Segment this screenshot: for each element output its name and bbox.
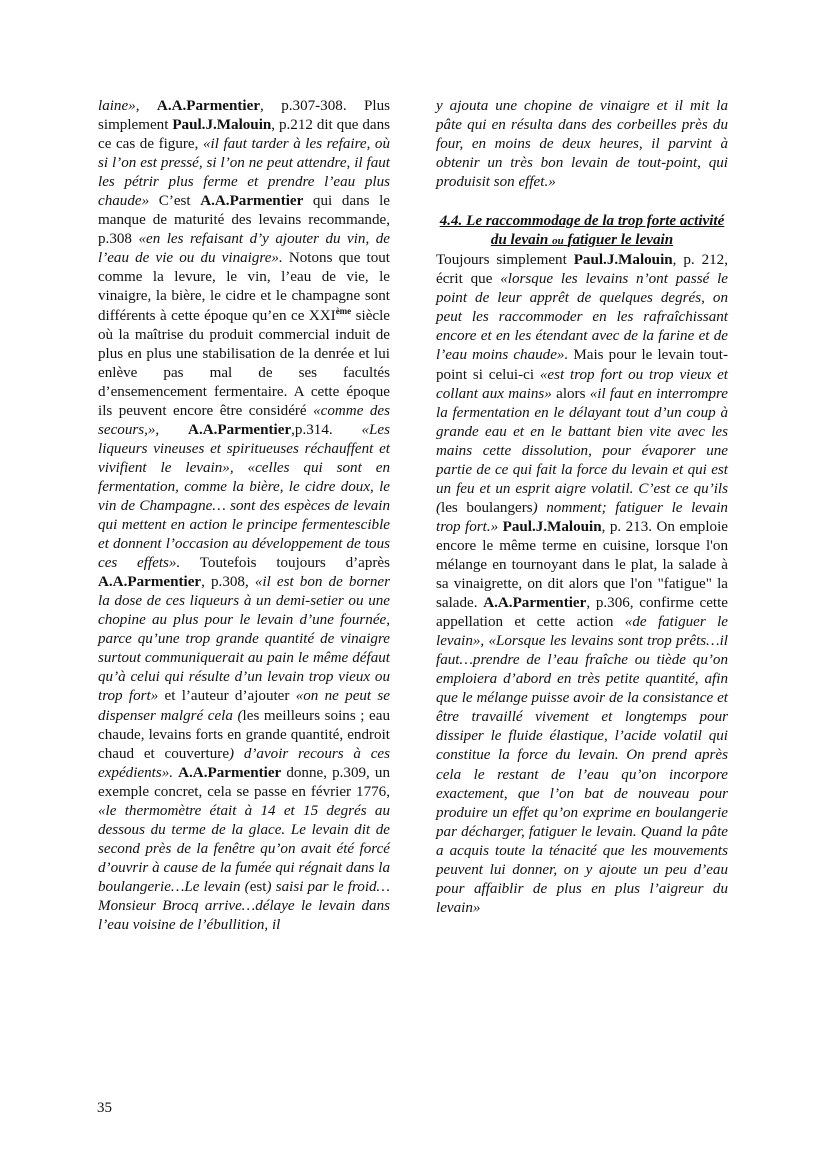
- section-heading-ou: ou: [552, 235, 564, 248]
- left-paragraph: laine», A.A.Parmentier, p.307-308. Plus simplement Paul.J.Malouin, p.212 dit que dans ce cas de figure, «il faut tarder à les refaire, où si l’on est pressé, si l’on ne peut attendre, il faut les pétrir plus ferme et prendre l’eau plus chaude» C’est A.A.Parmentier qui dans le manque de maturité des levains recommande, p.308 «en les refaisant d’y ajouter du vin, de l’eau de vie ou du vinaigre». Notons que tout comme la levure, le vin, l’eau de vie, le vinaigre, la bière, le cidre et le champagne sont différents à cette époque qu’en ce XXIème siècle où la maîtrise du produit commercial induit de plus en plus une stabilisation de la denrée et lui enlève pas mal de ses facultés d’ensemencement fermentaire. A cette époque ils peuvent encore être considéré «comme des secours,», A.A.Parmentier,p.314. «Les liqueurs vineuses et spiritueuses réchauffent et vivifient le levain», «celles qui sont en fermentation, comme la bière, le cidre doux, le vin de Champagne… sont des espèces de levain qui mettent en action le principe fermentescible et donnent l’occasion au développement de tous ces effets». Toutefois toujours d’après A.A.Parmentier, p.308, «il est bon de borner la dose de ces liqueurs à un demi-setier ou une chopine au plus pour le levain d’une fournée, parce qu’une trop grande quantité de vinaigre surtout communiquerait au pain le même défaut qu’à celui qui résulte d’un levain trop vieux ou trop fort» et l’auteur d’ajouter «on ne peut se dispenser malgré cela (les meilleurs soins ; eau chaude, levains forts en grande quantité, endroit chaud et couverture) d’avoir recours à ces expédients». A.A.Parmentier donne, p.309, un exemple concret, cela se passe en février 1776, «le thermomètre était à 14 et 15 degrés au dessous du terme de la glace. Le levain dit de second près de la fenêtre qu’on avait été forcé d’ouvrir à cause de la fumée qui régnait dans la boulangerie…Le levain (est) saisi par le froid…Monsieur Brocq arrive…délaye le levain dans l’eau voisine de l’ébullition, il: [98, 98, 391, 934]
- section-heading: [436, 212, 728, 251]
- right-column: [436, 97, 728, 918]
- section-heading-part2: fatiguer le levain: [567, 232, 674, 249]
- section-heading-part1: 4.4. Le raccommodage de la trop forte activité du levain: [439, 213, 725, 249]
- right-paragraph: Toujours simplement Paul.J.Malouin, p. 212, écrit que «lorsque les levains n’ont passé le point de leur apprêt de quelques degrés, on peut les raccommoder en les rafraîchissant encore et en les étendant avec de la farine et de l’eau moins chaude». Mais pour le levain tout-point si celui-ci «est trop fort ou trop vieux et collant aux mains» alors «il faut en interrompre la fermentation en le délayant tout d’un coup à grande eau et en le battant bien vite avec les mains cette dissolution, pour évaporer une partie de ce qui fait la force du levain et qui est un feu et un esprit aigre volatil. C’est ce qu’ils (les boulangers) nomment; fatiguer le levain trop fort.» Paul.J.Malouin, p. 213. On emploie encore le même terme en cuisine, lorsque l'on mélange en tournoyant dans le plat, la salade à sa vinaigrette, on dit alors que l'on "fatigue" la salade. A.A.Parmentier, p.306, confirme cette appellation et cette action «de fatiguer le levain», «Lorsque les levains sont trop prêts…il faut…prendre de l’eau fraîche ou tiède qu’on emploiera d’abord en très petite quantité, afin que le mélange puisse avoir de la consistance et être travaillé vivement et longtemps pour dissiper le fluide élastique, l’acide volatil qui constitue la force du levain. On prend après cela le restant de l’eau qu’on incorpore exactement, que l’on bat de nouveau pour produire un effet qu’on exprime en boulangerie par décharger, fatiguer le levain. Quand la pâte a acquis toute la ténacité que les mouvements peuvent lui donner, on y ajoute un peu d’eau pour affaiblir de plus en plus l’aigreur du levain»: [436, 252, 729, 916]
- left-column: [98, 97, 390, 935]
- right-continuation: y ajouta une chopine de vinaigre et il mit la pâte qui en résulta dans des corbeilles près du four, en moins de deux heures, il parvint à obtenir un très bon levain de tout-point, qui produisit son effet.»: [436, 98, 728, 191]
- page-number: 35: [97, 1100, 112, 1116]
